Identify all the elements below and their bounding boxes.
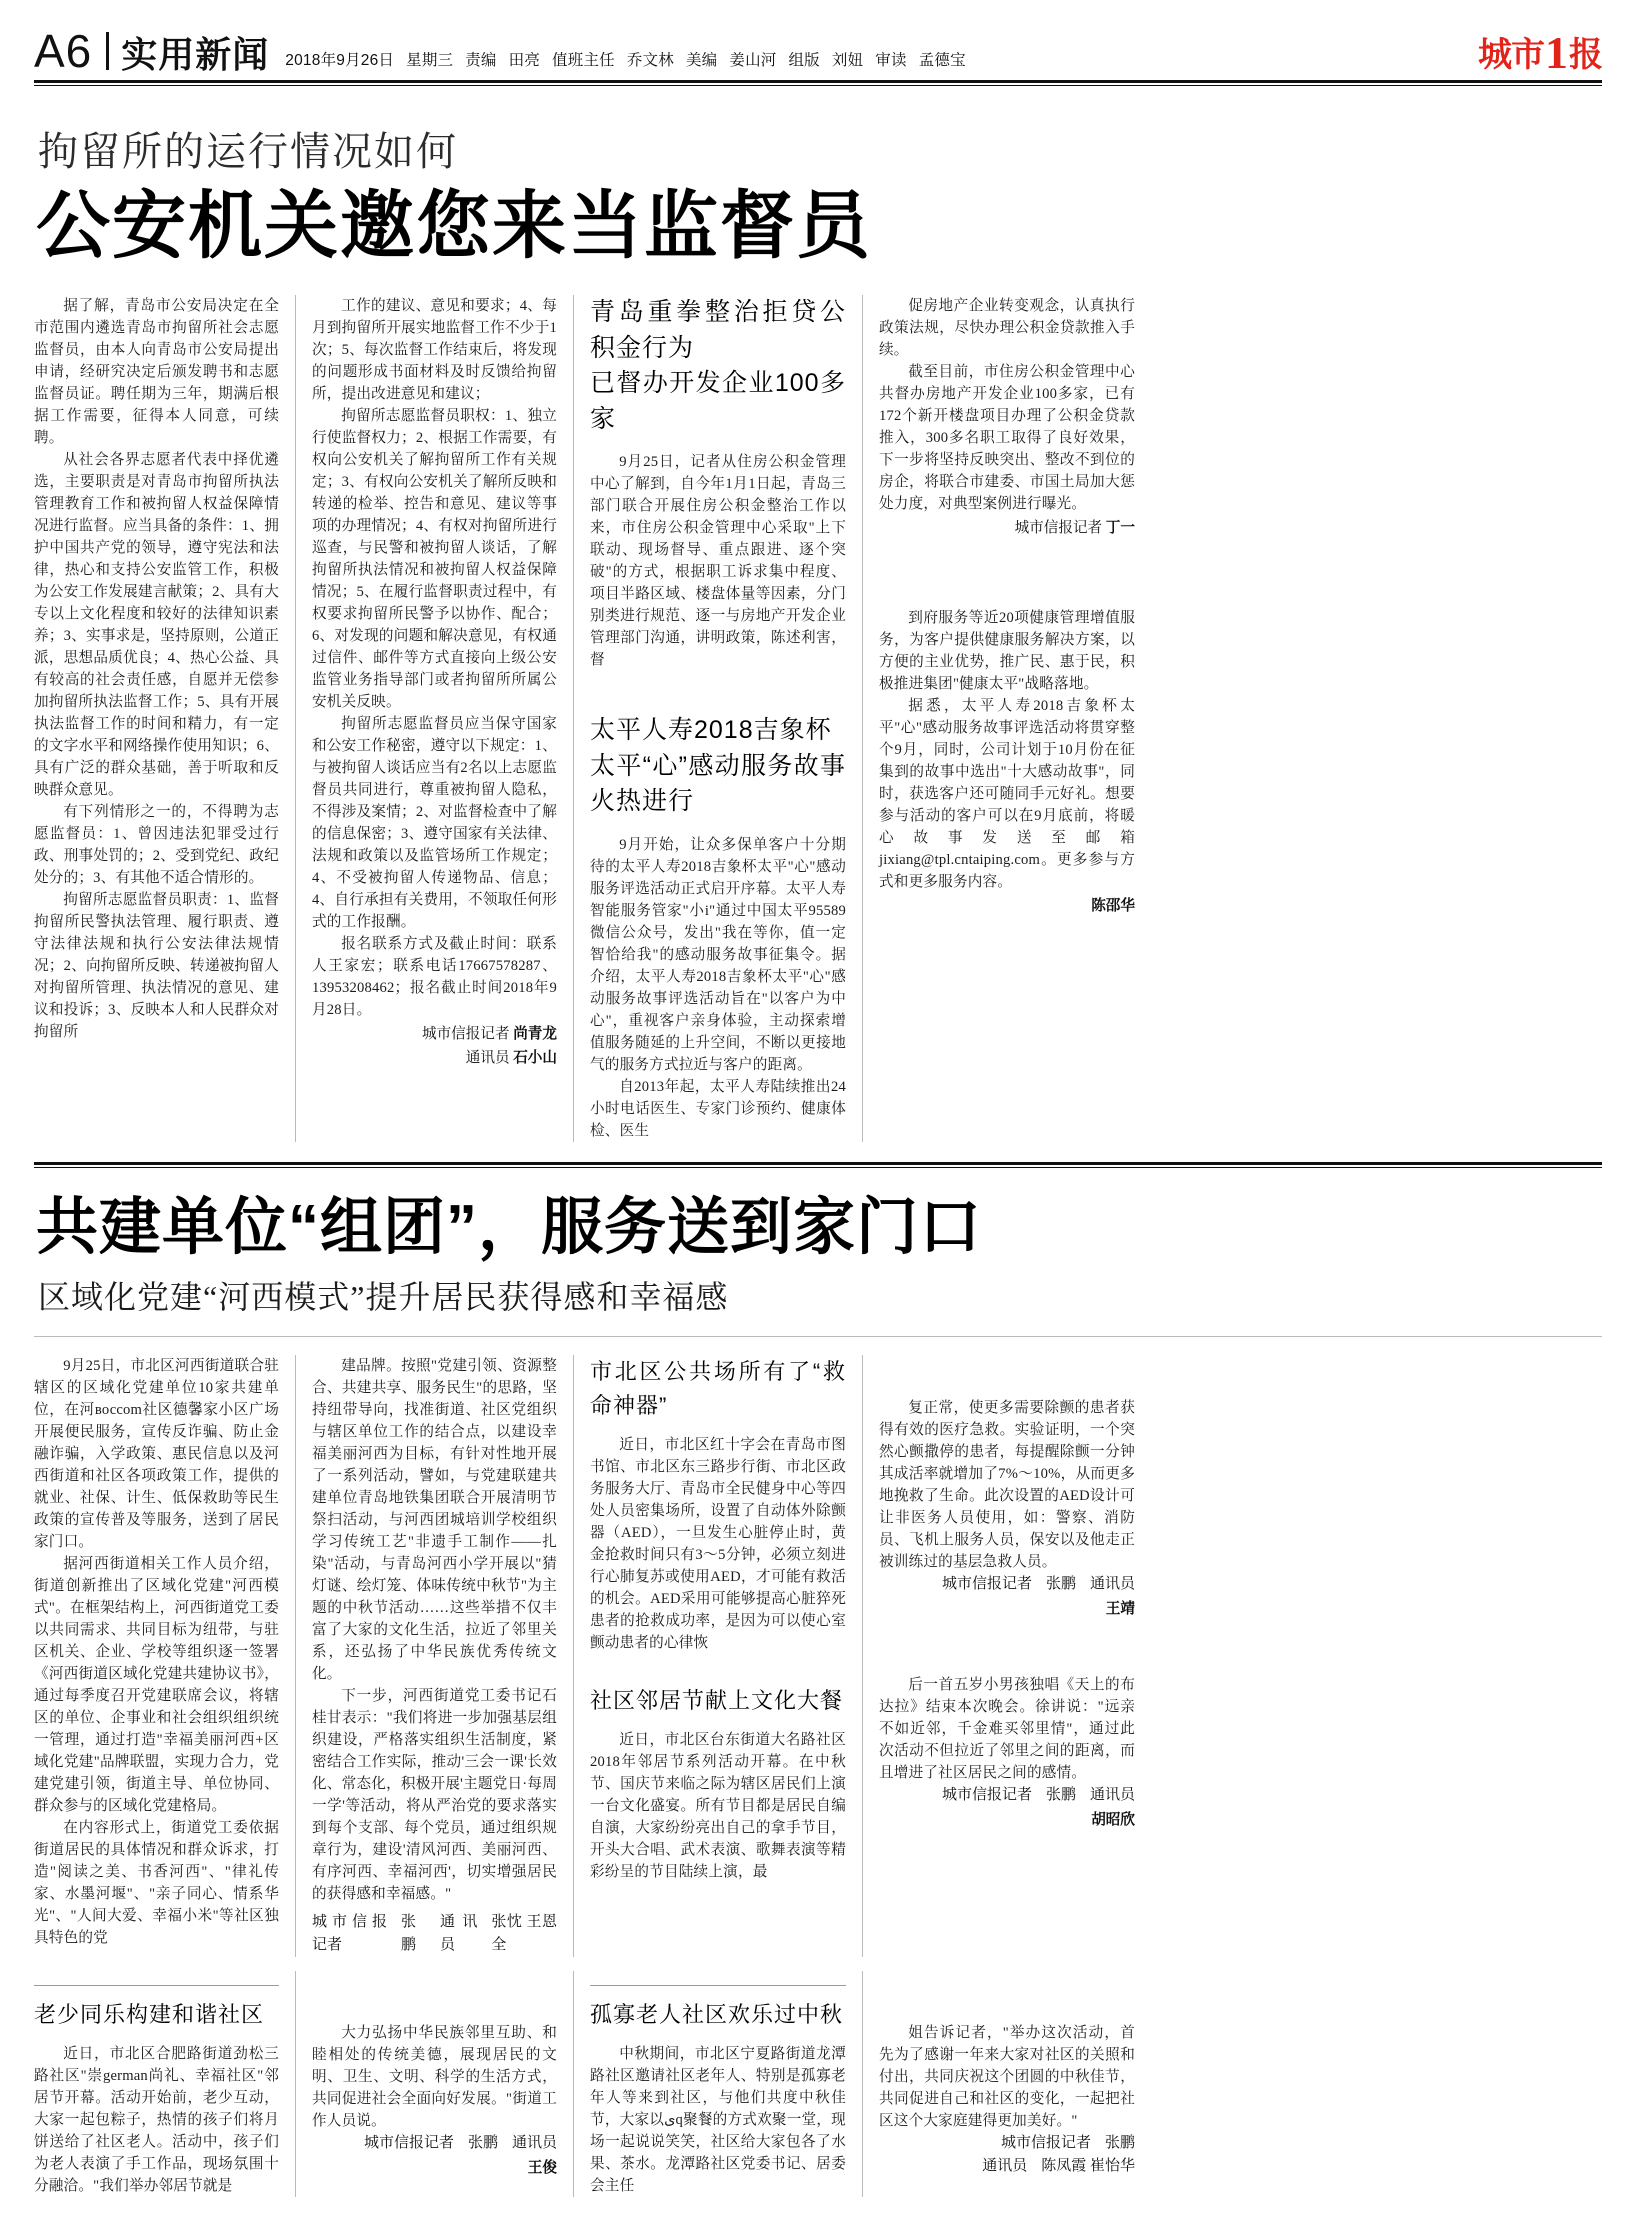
elder-byline-name: 张鹏: [1104, 2134, 1135, 2151]
lead-para: 有下列情形之一的，不得聘为志愿监督员：1、曾因违法犯罪受过行政、刑事处罚的；2、受到党纪、政纪处分的；3、有其他不适合情形的。: [34, 804, 279, 887]
taiping-byline: [879, 895, 1135, 917]
aed-headline: 市北区公共场所有了“救命神器”: [590, 1359, 846, 1418]
lead-column-1: [34, 295, 279, 1142]
lead-para: 从社会各界志愿者代表中择优遴选，主要职责是对青岛市拘留所执法管理教育工作和被拘留人权益保障情况进行监督。应当具备的条件：1、拥护中国共产党的领导，遵守宪法和法律，热心和支持公安监管工作，积极为公安工作发展建言献策；2、具有大专以上文化程度和较好的法律知识素养；3、实事求是，坚持原则，公道正派，思想品质优良；4、热心公益、具有较高的社会责任感，自愿并无偿参加拘留所执法监督工作；5、具有开展执法监督工作的时间和精力，有一定的文字水平和网络操作使用知识；6、具有广泛的群众基础，善于听取和反映群众意见。: [34, 452, 279, 799]
logo-left-text: 城市: [1478, 36, 1544, 74]
lead-byline-corr: [312, 1047, 557, 1069]
section2-byline-name: 张鹏: [400, 1914, 416, 1953]
publication-logo: [1478, 26, 1602, 78]
harmony-rule-2: [312, 1985, 557, 1986]
harmony-corr-name: 王俊: [527, 2159, 557, 2176]
section2-para: 建品牌。按照"党建引领、资源整合、共建共享、服务民生"的思路，坚持纽带导向，找准街道、社区党组织与辖区单位工作的结合点，以建设幸福美丽河西为目标，有针对性地开展了一系列活动，譬如，与党建联建共建单位青岛地铁集团联合开展清明节祭扫活动，与河西团城培训学校组织学习传统工艺"非遗手工制作——扎染"活动，与青岛河西小学开展以"猜灯谜、绘灯笼、体味传统中秋节"为主题的中秋节活动……这些举措不仅丰富了大家的文化生活，拉近了邻里关系，还弘扬了中华民族优秀传统文化。: [312, 1358, 557, 1683]
lead-corr-name: 石小山: [513, 1050, 557, 1067]
editor-role-3: 组版: [788, 52, 820, 69]
elder-headline: 孤寡老人社区欢乐过中秋: [590, 2001, 844, 2027]
section-title: 实用新闻: [121, 34, 270, 75]
fund-column-1: [590, 295, 846, 1142]
column-divider: [862, 1355, 863, 1957]
aed-corr-label: 通讯员: [1089, 1576, 1135, 1593]
elder-byline: [879, 2132, 1135, 2155]
column-divider: [295, 295, 296, 1142]
fund-headline-line1: 青岛重拳整治拒贷公积金行为: [590, 298, 846, 362]
harmony-headline: 老少同乐构建和谐社区: [34, 2001, 265, 2027]
lead-byline-label: 城市信报记者: [421, 1026, 510, 1043]
neighbor-corr-label: 通讯员: [1089, 1786, 1135, 1803]
spacer: [879, 539, 1135, 555]
top-columns: [34, 295, 1602, 1142]
neighbor-para-2: 后一首五岁小男孩独唱《天上的布达拉》结束本次晚会。徐讲说："远亲不如近邻，千金难买邻里情"，通过此次活动不但拉近了邻里之间的距离，而且增进了社区居民之间的感情。: [879, 1676, 1135, 1781]
elder-rule-2: [879, 1985, 1135, 1986]
lead-para: 报名联系方式及截止时间：联系人王家宏；联系电话17667578287、13953208462；报名截止时间2018年9月28日。: [312, 936, 557, 1019]
neighbor-corr-name: 胡昭欣: [1091, 1811, 1135, 1828]
masthead-meta: [269, 48, 978, 74]
lead-para: 据了解，青岛市公安局决定在全市范围内遴选青岛市拘留所社会志愿监督员，由本人向青岛市公安局提出申请，经研究决定后颁发聘书和志愿监督员证。聘任期为三年，期满后根据工作需要，征得本人同意，可续聘。: [34, 298, 279, 447]
taiping-para-2: 到府服务等近20项健康管理增值服务，为客户提供健康服务解决方案，以方便的主业优势，推广民、惠于民，积极推进集团"健康太平"战略落地。: [879, 610, 1135, 693]
editor-name-4: 孟德宝: [918, 52, 966, 69]
lead-para: 拘留所志愿监督员职责：1、监督拘留所民警执法管理、履行职责、遵守法律法规和执行公安法律法规情况；2、向拘留所反映、转递被拘留人对拘留所管理、执法情况的意见、建议和投诉；3、反映本人和人民群众对拘留所: [34, 892, 279, 1041]
taiping-para: 9月开始，让众多保单客户十分期待的太平人寿2018吉象杯太平"心"感动服务评选活动正式启开序幕。太平人寿智能服务管家"小i"通过中国太平95589微信公众号，发出"我在等你，值一定智恰给我"的感动服务故事征集令。据介绍，太平人寿2018吉象杯太平"心"感动服务故事评选活动旨在"以客户为中心"，重视客户亲身体验，主动探索增值服务随延的上升空间，不断以更接地气的服务方式拉近与客户的距离。: [590, 836, 846, 1073]
section2-column-1: [34, 1355, 279, 1957]
section2-para: 据河西街道相关工作人员介绍，街道创新推出了区域化党建"河西模式"。在框架结构上，河西街道党工委以共同需求、共同目标为纽带，与驻区机关、企业、学校等组织逐一签署《河西街道区域化党建共建协议书》，通过每季度召开党建联席会议，将辖区的单位、企事业和社会组织组织统一管理，通过打造"幸福美丽河西+区域化党建"品牌联盟，实现力合力，党建党建引领，街道主导、单位协同、群众参与的区域化党建格局。: [34, 1556, 279, 1815]
elder-byline-corr: [879, 2155, 1135, 2178]
harmony-para-2: 大力弘扬中华民族邻里互助、和睦相处的传统美德，展现居民的文明、卫生、文明、科学的生活方式，共同促进社会全面向好发展。"街道工作人员说。: [312, 2024, 557, 2129]
neighbor-byline-name: 张鹏: [1045, 1786, 1076, 1803]
lead-byline-name: 尚青龙: [513, 1026, 557, 1043]
section2-rule: [34, 1336, 1602, 1337]
lead-column-2: [312, 295, 557, 1142]
aed-para-2: 复正常，使更多需要除颤的患者获得有效的医疗急救。实验证明，一个突然心颤撒停的患者，每提醒除颤一分钟其成活率就增加了7%～10%，从而更多地挽救了生命。此次设置的AED设计可让非医务人员使用，如：警察、消防员、飞机上服务人员，保安以及他走正被训练过的基层急救人员。: [879, 1400, 1135, 1571]
harmony-byline-corr: [312, 2157, 557, 2179]
issue-weekday: 星期三: [406, 52, 454, 69]
column-divider: [295, 1971, 296, 2197]
neighbor-headline: 社区邻居节献上文化大餐: [590, 1688, 844, 1713]
section2-para: 9月25日，市北区河西街道联合驻辖区的区域化党建单位10家共建单位，在河восcom社区德馨家小区广场开展便民服务，宣传反诈骗、防止金融诈骗，入学政策、惠民信息以及河西街道和社区各项政策工作，提供的就业、社保、计生、低保救助等民生政策的宣传普及等服务，送到了居民家门口。: [34, 1358, 279, 1551]
bottom-columns: [34, 1971, 1602, 2197]
aed-byline-label: 城市信报记者: [941, 1576, 1032, 1593]
taiping-headline-line1: 太平人寿2018吉象杯: [590, 716, 832, 745]
column-divider: [573, 1971, 574, 2197]
lead-byline: [312, 1023, 557, 1045]
harmony-byline: [312, 2132, 557, 2155]
fund-para: 9月25日，记者从住房公积金管理中心了解到，自今年1月1日起，青岛三部门联合开展住房公积金整治工作以来，市住房公积金管理中心采取"上下联动、现场督导、重点跟进、逐个突破"的方式，根据职工诉求集中程度、项目半路区域、楼盘体量等因素，分门别类进行规范、逐一与房地产开发企业管理部门沟通，讲明政策，陈述利害，督: [590, 454, 846, 669]
editor-role-1: 值班主任: [552, 52, 615, 69]
neighbor-byline-corr: [879, 1809, 1135, 1831]
issue-date: 2018年9月26日: [285, 52, 395, 69]
aed-byline: [879, 1573, 1135, 1596]
harmony-corr-label: 通讯员: [511, 2134, 557, 2151]
harmony-byline-label: 城市信报记者: [363, 2134, 454, 2151]
taiping-para: 自2013年起，太平人寿陆续推出24小时电话医生、专家门诊预约、健康体检、医生: [590, 1078, 846, 1139]
neighbor-byline: [879, 1784, 1135, 1807]
logo-numeral-icon: 1: [1545, 26, 1568, 78]
section2-subtitle: 区域化党建“河西模式”提升居民获得感和幸福感: [38, 1279, 729, 1316]
editor-role-4: 审读: [875, 52, 907, 69]
lead-kicker: 拘留所的运行情况如何: [38, 129, 458, 174]
taiping-headline: [590, 713, 846, 820]
elder-corr-label: 通讯员: [982, 2157, 1028, 2174]
harmony-column-1: [34, 1971, 279, 2197]
aed-para: 近日，市北区红十字会在青岛市图书馆、市北区东三路步行街、市北区政务服务大厅、青岛市全民健身中心等四处人员密集场所，设置了自动体外除颤器（AED），一旦发生心脏停止时，黄金抢救时间只有3～5分钟，必须立刻进行心肺复苏或使用AED，才可能有救活的机会。AED采用可能够提高心脏猝死患者的抢救成功率，是因为可以使心室颤动患者的心律恢: [590, 1437, 846, 1651]
editor-name-2: 姜山河: [729, 52, 777, 69]
editor-name-3: 刘妞: [831, 52, 864, 69]
section2-column-2: [312, 1355, 557, 1957]
column-divider: [862, 1971, 863, 2197]
logo-right-text: 报: [1569, 36, 1602, 74]
aed-column-1: [590, 1355, 846, 1957]
editor-name-0: 田亮: [508, 52, 541, 69]
harmony-byline-name: 张鹏: [467, 2134, 498, 2151]
section2-para: 下一步，河西街道党工委书记石桂甘表示："我们将进一步加强基层组织建设，严格落实组织生活制度，紧密结合工作实际，推动'三会一课'长效化、常态化，积极开展'主题党日·每周一学'等活动，将从严治党的要求落实到每个支部、每个党员，通过组织规章行为，建设'清风河西、美丽河西、有序河西、幸福河西'，切实增强居民的获得感和幸福感。": [312, 1688, 557, 1903]
folio-divider: [106, 32, 109, 70]
fund-column-2: [879, 295, 1135, 1142]
fund-byline: [879, 517, 1135, 539]
aed-corr-name: 王靖: [1105, 1600, 1135, 1617]
taiping-byline-name: 陈邵华: [1091, 898, 1135, 915]
editor-role-0: 责编: [465, 52, 497, 69]
lead-para: 拘留所志愿监督员职权：1、独立行使监督权力；2、根据工作需要，有权向公安机关了解拘留所工作有关规定；3、有权向公安机关了解所反映和转递的检举、控告和意见、建议等事项的办理情况；4、有权对拘留所进行巡查，与民警和被拘留人谈话，了解拘留所执法情况和被拘留人权益保障情况；5、在履行监督职责过程中，有权要求拘留所民警予以协作、配合；6、对发现的问题和解决意见，有权通过信件、邮件等方式直接向上级公安监管业务指导部门或者拘留所所属公安机关反映。: [312, 408, 557, 711]
taiping-headline-line2: 太平“心”感动服务故事火热进行: [590, 751, 846, 816]
aed-byline-corr: [879, 1598, 1135, 1620]
section2-para: 在内容形式上，街道党工委依据街道居民的具体情况和群众诉求，打造"阅读之美、书香河西"、"律礼传家、水墨河堰"、"亲子同心、情系华光"、"人间大爱、幸福小米"等社区独具特色的党: [34, 1820, 279, 1947]
spacer: [590, 671, 846, 687]
lead-para: 拘留所志愿监督员应当保守国家和公安工作秘密，遵守以下规定：1、与被拘留人谈话应当有2名以上志愿监督员共同进行，尊重被拘留人隐私，不得涉及案情；2、对监督检查中了解的信息保密；3、遵守国家有关法律、法规和政策以及监管场所工作规定；4、不受被拘留人传递物品、信息；4、自行承担有关费用，不领取任何形式的工作报酬。: [312, 716, 557, 931]
section-divider-thin: [34, 1167, 1602, 1168]
editor-name-1: 乔文林: [626, 52, 674, 69]
fund-byline-name: 丁一: [1105, 520, 1135, 537]
elder-para: 中秋期间，市北区宁夏路街道龙潭路社区邀请社区老年人、特别是孤寡老年人等来到社区，与他们共度中秋佳节，大家以ىq聚餐的方式欢聚一堂，现场一起说说笑笑，社区给大家包各了水果、茶水。龙潭路社区党委书记、居委会主任: [590, 2046, 846, 2195]
editor-role-2: 美编: [685, 52, 718, 69]
section2-byline: [312, 1911, 557, 1957]
harmony-para: 近日，市北区合肥路街道劲松三路社区"崇german尚礼、幸福社区"邻居节开幕。活动开始前，老少互动，大家一起包粽子，热情的孩子们将月饼送给了社区老人。活动中，孩子们为老人表演了手工作品，现场氛围十分融洽。"我们举办邻居节就是: [34, 2046, 279, 2195]
column-divider: [862, 295, 863, 1142]
lead-corr-label: 通讯员: [465, 1050, 510, 1067]
elder-para-2: 姐告诉记者，"举办这次活动，首先为了感谢一年来大家对社区的关照和付出，共同庆祝这个团圆的中秋佳节，共同促进自己和社区的变化，一起把社区这个大家庭建得更加美好。": [879, 2024, 1135, 2129]
neighbor-para: 近日，市北区台东街道大名路社区2018年邻居节系列活动开幕。在中秋节、国庆节来临之际为辖区居民们上演一台文化盛宴。所有节目都是居民自编自演，大家纷纷亮出自己的拿手节目，开头大合唱、武术表演、歌舞表演等精彩纷呈的节目陆续上演，最: [590, 1732, 846, 1881]
elder-column-2: [879, 1971, 1135, 2197]
elder-byline-label: 城市信报记者: [1000, 2134, 1091, 2151]
harmony-column-2: [312, 1971, 557, 2197]
lead-headline: 公安机关邀您来当监督员: [36, 184, 872, 267]
masthead: [34, 0, 1602, 78]
neighbor-byline-label: 城市信报记者: [941, 1786, 1032, 1803]
section2-byline-label: 城市信报记者: [312, 1914, 387, 1953]
fund-para-3: 截至目前，市住房公积金管理中心共督办房地产开发企业100多家，已有172个新开楼盘项目办理了公积金贷款推入，300多名职工取得了良好效果，下一步将坚持反映突出、整改不到位的房企，将联合市建委、市国土局加大惩处力度，对典型案例进行曝光。: [879, 364, 1135, 513]
section2-corr-label: 通讯员: [439, 1914, 478, 1953]
section2-corr-names: 张忱 王恩全: [491, 1914, 557, 1953]
column-divider: [573, 295, 574, 1142]
fund-byline-label: 城市信报记者: [1014, 520, 1103, 537]
aed-column-2: [879, 1355, 1135, 1957]
masthead-rule-thin: [34, 85, 1602, 86]
section2-headline: 共建单位“组团”，服务送到家门口: [36, 1192, 983, 1262]
elder-column-1: [590, 1971, 846, 2197]
elder-rule: [590, 1985, 846, 1986]
elder-corr-names: 陈凤霞 崔怡华: [1041, 2157, 1135, 2174]
page-folio: A6: [34, 25, 93, 77]
fund-headline-line2: 已督办开发企业100多家: [590, 369, 846, 433]
taiping-para-3: 据悉，太平人寿2018吉象杯太平"心"感动服务故事评选活动将贯穿整个9月，同时，公司计划于10月份在征集到的故事中选出"十大感动故事"，同时，获选客户还可随同手元好礼。想要参与活动的客户可以在9月底前，将暖心故事发送至邮箱jixiang@tpl.cntaiping.com。更多参与方式和更多服务内容。: [879, 698, 1135, 891]
fund-headline: [590, 295, 846, 437]
column-divider: [573, 1355, 574, 1957]
column-divider: [295, 1355, 296, 1957]
masthead-rule: [34, 80, 1602, 83]
section2-columns: [34, 1355, 1602, 1957]
section-divider: [34, 1162, 1602, 1165]
aed-byline-name: 张鹏: [1045, 1576, 1076, 1593]
harmony-rule: [34, 1985, 279, 1986]
lead-para: 工作的建议、意见和要求；4、每月到拘留所开展实地监督工作不少于1次；5、每次监督工作结束后，将发现的问题形成书面材料及时反馈给拘留所，提出改进意见和建议；: [312, 298, 557, 403]
fund-para-2: 促房地产企业转变观念，认真执行政策法规，尽快办理公积金贷款推入手续。: [879, 298, 1135, 359]
